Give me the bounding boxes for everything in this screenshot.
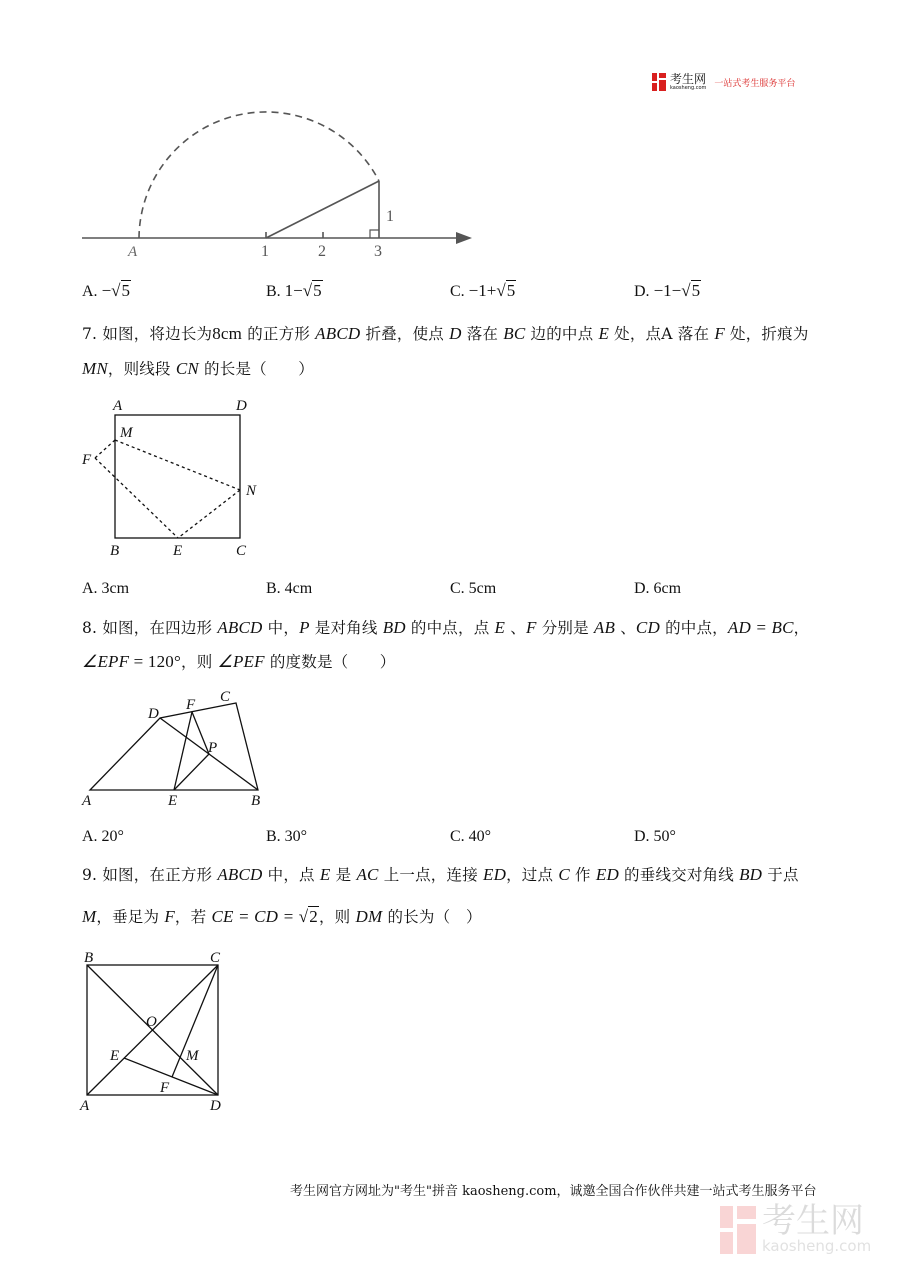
q9-question-line2 bbox=[82, 905, 482, 927]
q9-question-line1 bbox=[82, 863, 799, 885]
watermark-domain: kaosheng.com bbox=[762, 1237, 872, 1255]
math-text: ∠EPF bbox=[82, 652, 130, 671]
text-segment: 的正方形 bbox=[242, 325, 316, 343]
math-text: BD bbox=[382, 618, 406, 637]
text-segment: ，则线段 bbox=[107, 360, 176, 378]
q7-option-d: D. 6cm bbox=[634, 580, 682, 597]
math-text: E bbox=[598, 324, 610, 343]
math-text: AC bbox=[356, 865, 379, 884]
math-text: BD bbox=[739, 865, 763, 884]
label-D: D bbox=[148, 706, 159, 722]
q6-option-d bbox=[634, 281, 701, 301]
math-text: ∠PEF bbox=[217, 652, 265, 671]
math-text: ABCD bbox=[217, 618, 263, 637]
text-segment: ， bbox=[793, 619, 810, 637]
math-text: ABCD bbox=[217, 865, 263, 884]
figure-quadrilateral bbox=[90, 703, 258, 790]
sqrt-expression: √5 bbox=[111, 281, 130, 300]
text-segment: 是 bbox=[330, 866, 357, 884]
text-segment: D. bbox=[634, 283, 654, 300]
side-label-1: 1 bbox=[386, 208, 394, 225]
radicand: 5 bbox=[121, 281, 130, 300]
text-segment: 8. 如图，在四边形 bbox=[82, 619, 218, 637]
text-segment: 的中点， bbox=[659, 619, 728, 637]
q7-question-line1 bbox=[82, 322, 809, 344]
text-segment: 的长为（ ） bbox=[382, 908, 482, 926]
math-text: MN bbox=[82, 359, 108, 378]
radicand: 5 bbox=[313, 281, 322, 300]
label-F: F bbox=[186, 697, 196, 713]
text-segment: 的度数是（ ） bbox=[264, 653, 396, 671]
math-text: F bbox=[714, 324, 725, 343]
math-text: E bbox=[494, 618, 506, 637]
math-text: CD bbox=[635, 618, 660, 637]
text-segment: ，则 bbox=[181, 653, 218, 671]
text-segment: 的中点，点 bbox=[405, 619, 495, 637]
text-segment: 边的中点 bbox=[525, 325, 599, 343]
text-segment: C. bbox=[450, 283, 469, 300]
label-B: B bbox=[84, 950, 94, 966]
label-M: M bbox=[120, 425, 133, 441]
text-segment: ，则 bbox=[318, 908, 356, 926]
label-N: N bbox=[246, 483, 257, 499]
text-segment: 是对角线 bbox=[309, 619, 383, 637]
footer-text: 考生网官方网址为"考生"拼音 kaosheng.com，诚邀全国合作伙伴共建一站式考生服务平台 bbox=[290, 1184, 817, 1199]
hypotenuse bbox=[266, 181, 379, 238]
label-D: D bbox=[210, 1098, 221, 1114]
text-segment: B. bbox=[266, 283, 285, 300]
label-A: A bbox=[113, 398, 123, 414]
q7-option-c: C. 5cm bbox=[450, 580, 497, 597]
q6-option-c bbox=[450, 281, 516, 301]
text-segment: 折叠，使点 bbox=[360, 325, 450, 343]
square-ABCD bbox=[115, 415, 240, 538]
math-text: E bbox=[319, 865, 331, 884]
radicand: 5 bbox=[506, 281, 516, 300]
math-text: C bbox=[558, 865, 570, 884]
label-F: F bbox=[160, 1080, 170, 1096]
label-E: E bbox=[173, 543, 183, 559]
text-segment: −1+ bbox=[468, 281, 497, 300]
figure-square-diagonals bbox=[87, 965, 218, 1095]
math-text: DM bbox=[355, 907, 383, 926]
text-segment: ，若 bbox=[174, 908, 212, 926]
label-P: P bbox=[208, 740, 218, 756]
text-segment: 上一点，连接 bbox=[378, 866, 484, 884]
figure-number-line bbox=[82, 112, 472, 244]
logo-domain: kaosheng.com bbox=[670, 84, 707, 91]
q6-option-b bbox=[266, 281, 323, 301]
math-text: F bbox=[164, 907, 175, 926]
text-segment: 1− bbox=[284, 281, 303, 300]
math-text: CE = CD = bbox=[211, 907, 299, 926]
label-A: A bbox=[82, 793, 92, 809]
label-F: F bbox=[82, 452, 92, 468]
tick-label-3: 3 bbox=[374, 243, 382, 260]
math-text: AB bbox=[593, 618, 616, 637]
q8-question-line1 bbox=[82, 616, 809, 638]
label-C: C bbox=[236, 543, 247, 559]
sqrt-expression: √5 bbox=[681, 281, 701, 300]
math-text: P bbox=[299, 618, 310, 637]
q7-option-b: B. 4cm bbox=[266, 580, 313, 597]
text-segment: − bbox=[101, 281, 112, 300]
watermark-mark-icon bbox=[720, 1206, 756, 1254]
label-M: M bbox=[186, 1048, 199, 1064]
text-segment: 7. 如图，将边长为 bbox=[82, 325, 213, 343]
math-text: BC bbox=[503, 324, 526, 343]
text-segment: A. bbox=[82, 283, 102, 300]
text-segment: 、 bbox=[615, 619, 636, 637]
math-text: M bbox=[82, 907, 97, 926]
text-segment: 9. 如图，在正方形 bbox=[82, 866, 218, 884]
tick-label-1: 1 bbox=[261, 243, 269, 260]
text-segment: 中， bbox=[262, 619, 300, 637]
q8-option-c: C. 40° bbox=[450, 828, 492, 845]
q7-question-line2 bbox=[82, 357, 314, 379]
text-segment: 处，折痕为 bbox=[724, 325, 809, 343]
label-B: B bbox=[110, 543, 120, 559]
sqrt-expression: √5 bbox=[496, 281, 516, 300]
text-segment: 的垂线交对角线 bbox=[618, 866, 740, 884]
label-B: B bbox=[251, 793, 261, 809]
label-E: E bbox=[168, 793, 178, 809]
label-O: O bbox=[146, 1014, 157, 1030]
q8-question-line2 bbox=[82, 650, 395, 672]
sqrt-expression: √5 bbox=[302, 281, 322, 300]
watermark-logo bbox=[720, 1201, 872, 1255]
math-text: AD = BC bbox=[727, 618, 794, 637]
text-segment: ，垂足为 bbox=[96, 908, 165, 926]
label-C: C bbox=[220, 689, 231, 705]
dashed-arc bbox=[139, 112, 379, 238]
radicand: 5 bbox=[691, 281, 701, 300]
figure-fold-square bbox=[95, 415, 240, 538]
math-text: ED bbox=[483, 865, 507, 884]
label-A: A bbox=[80, 1098, 90, 1114]
sqrt-expression: √2 bbox=[298, 907, 318, 926]
text-segment: 于点 bbox=[762, 866, 799, 884]
text-segment: 8cm bbox=[212, 324, 243, 343]
text-segment: 、 bbox=[505, 619, 526, 637]
text-segment: 中，点 bbox=[262, 866, 320, 884]
math-text: ED bbox=[595, 865, 619, 884]
text-segment: 分别是 bbox=[536, 619, 594, 637]
label-D: D bbox=[236, 398, 247, 414]
math-text: CN bbox=[175, 359, 199, 378]
q8-option-d: D. 50° bbox=[634, 828, 676, 845]
text-segment: 作 bbox=[569, 866, 596, 884]
text-segment: −1− bbox=[653, 281, 682, 300]
label-C: C bbox=[210, 950, 221, 966]
radicand: 2 bbox=[309, 907, 318, 926]
math-text: F bbox=[525, 618, 537, 637]
text-segment: = 120° bbox=[129, 652, 181, 671]
watermark-name: 考生网 bbox=[762, 1201, 864, 1241]
header-slogan: 一站式考生服务平台 bbox=[714, 78, 796, 89]
math-text: D bbox=[449, 324, 462, 343]
label-E: E bbox=[110, 1048, 120, 1064]
text-segment: 的长是（ ） bbox=[198, 360, 314, 378]
right-angle-mark bbox=[370, 230, 379, 238]
q8-option-a: A. 20° bbox=[82, 828, 124, 845]
q8-option-b: B. 30° bbox=[266, 828, 308, 845]
axis-arrow-icon bbox=[456, 232, 472, 244]
q6-option-a bbox=[82, 281, 131, 301]
text-segment: 处，点A 落在 bbox=[609, 325, 715, 343]
label-A: A bbox=[128, 244, 138, 260]
logo-name: 考生网 bbox=[670, 71, 707, 86]
tick-label-2: 2 bbox=[318, 243, 326, 260]
text-segment: 落在 bbox=[461, 325, 504, 343]
math-text: ABCD bbox=[315, 324, 361, 343]
q7-option-a: A. 3cm bbox=[82, 580, 130, 597]
text-segment: ，过点 bbox=[506, 866, 559, 884]
